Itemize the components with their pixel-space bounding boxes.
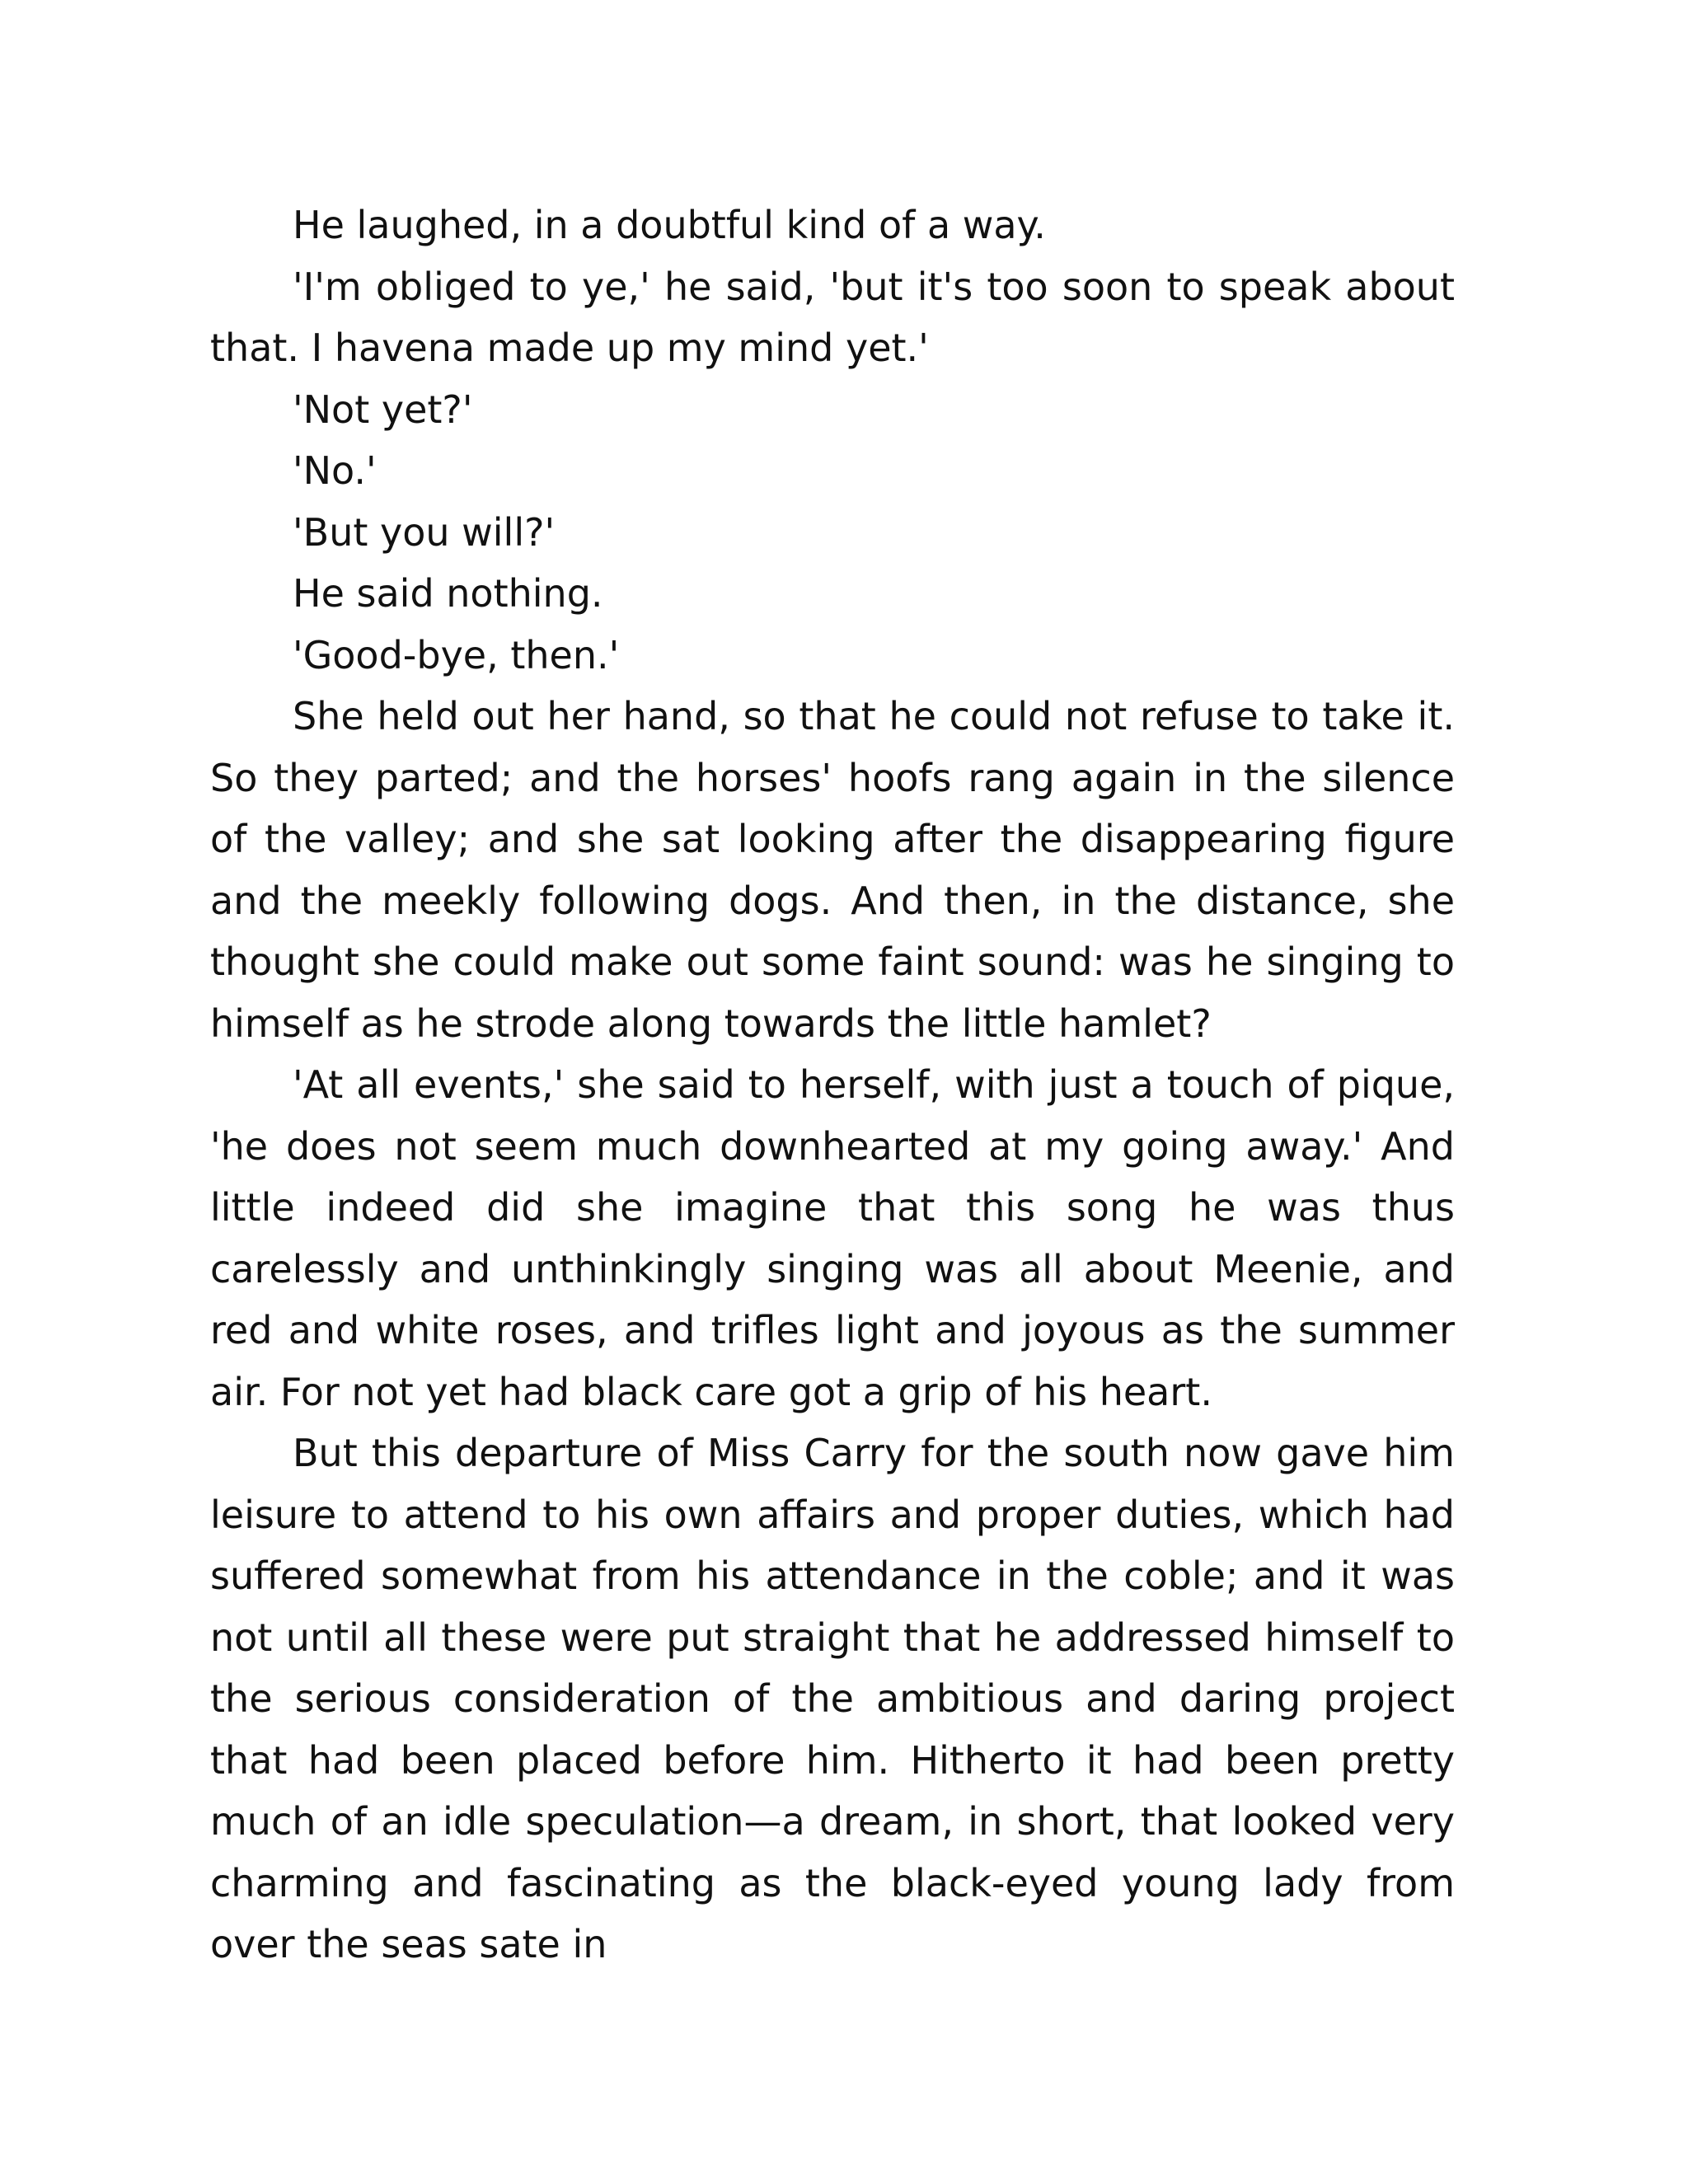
paragraph-3: 'Not yet?' — [293, 387, 473, 432]
paragraph-4: 'No.' — [293, 448, 377, 493]
paragraph-7: 'Good-bye, then.' — [293, 632, 620, 677]
paragraph-6: He said nothing. — [293, 571, 603, 616]
paragraph-5: 'But you will?' — [293, 509, 556, 555]
paragraph-1: He laughed, in a doubtful kind of a way. — [293, 203, 1046, 247]
book-page — [210, 194, 1455, 1975]
paragraph-9: 'At all events,' she said to herself, with just a touch of pique, 'he does not seem much downhearted at my going away.' And little indeed did she imagine that this song he was thus carelessly and unthinkingly singing was all about Meenie, and red and white roses, and trifles light and joyous as the summer air. For not yet had black care got a grip of his heart. — [210, 1062, 1455, 1414]
paragraph-8: She held out her hand, so that he could not refuse to take it. So they parted; and the horses' hoofs rang again in the silence of the valley; and she sat looking after the disappearing figure and the meekly following dogs. And then, in the distance, she thought she could make out some faint sound: was he singing to himself as he strode along towards the little hamlet? — [210, 694, 1455, 1046]
paragraph-10: But this departure of Miss Carry for the south now gave him leisure to attend to his own affairs and proper duties, which had suffered somewhat from his attendance in the coble; and it was not until all these were put straight that he addressed himself to the serious consideration of the ambitious and daring project that had been placed before him. Hitherto it had been pretty much of an idle speculation—a dream, in short, that looked very charming and fascinating as the black-eyed young lady from over the seas sate in — [210, 1431, 1455, 1966]
paragraph-2: 'I'm obliged to ye,' he said, 'but it's too soon to speak about that. I havena made up my mind yet.' — [210, 264, 1455, 370]
